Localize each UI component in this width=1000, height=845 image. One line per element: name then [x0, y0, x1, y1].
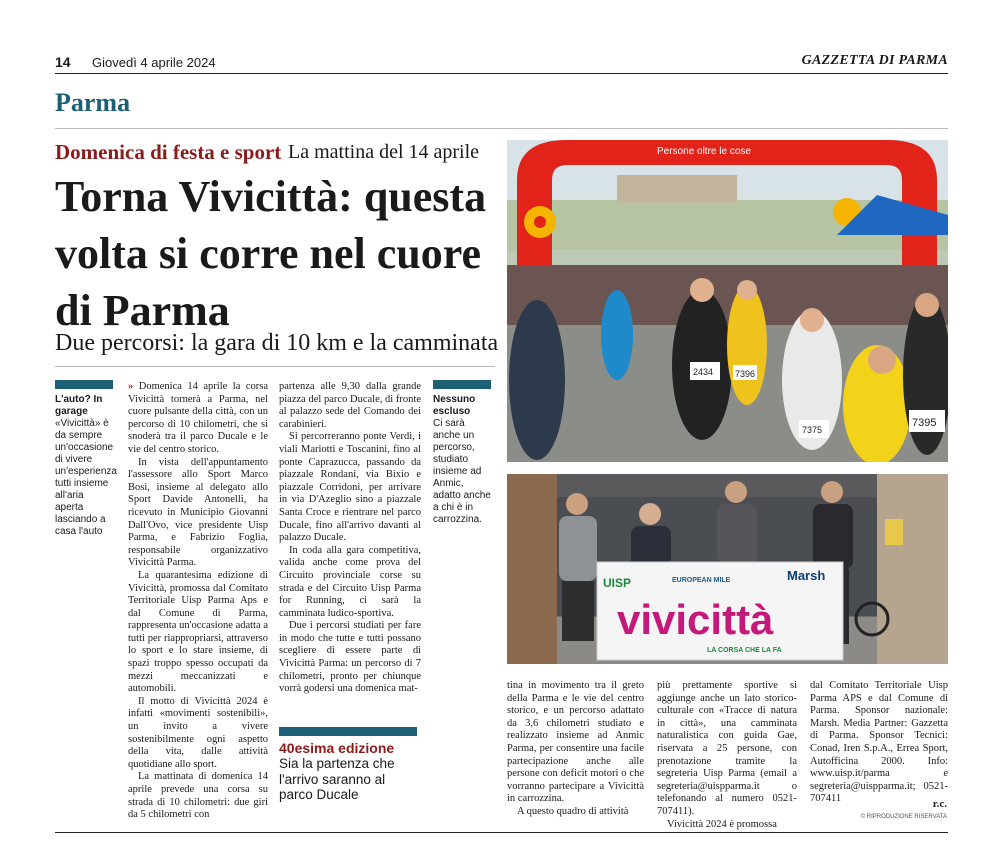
paragraph-mark: » [128, 381, 134, 392]
bib-number: 7395 [912, 417, 937, 429]
kicker-sub: La mattina del 14 aprile [288, 141, 480, 163]
side-box-text: Ci sarà anche un percorso, studiato insieme ad Anmic, adatto anche a chi è in carrozzina. [433, 418, 491, 525]
page-number: 14 [55, 54, 71, 70]
edition-box-heading: 40esima edizione [279, 740, 395, 756]
section-title: Parma [55, 88, 131, 117]
edition-box-text: Sia la partenza che l'arrivo saranno al parco Ducale [279, 756, 395, 802]
article-column-5 [810, 680, 948, 806]
paragraph: dal Comitato Territoriale Uisp Parma APS e dal Comune di Parma. Sponsor nazionale: Marsh. Media Partner: Gazzetta di Parma. Sponsor Tecnici: Conad, Iren S.p.A., Errea Sport, Autofficina 2000. Info: www.uisp.it/parma e segreteria@uispparma.it; 0521-707411 [810, 680, 948, 805]
paragraph: Si percorreranno ponte Verdi, i viali Mariotti e Toscanini, fino al ponte Caprazucca, passando da piazzale Rondani, via Bixio e piazzale Corridoni, per arrivare in via D'Azeglio sino a piazzale Santa Croce e rientrare nel parco Ducale, fino all'arrivo davanti al palazzo Ducale. [279, 431, 421, 544]
race-photo-illustration [507, 140, 948, 462]
footer-rule [55, 832, 948, 833]
author-signature: r.c. [932, 798, 947, 810]
paragraph: tina in movimento tra il greto della Parma e le vie del centro storico, e un percorso adattato da 3,6 chilometri studiato e realizzato insieme ad Anmic Parma, per consentire una facile partecipazione anche alle persone con deficit motori o che vorranno partecipare a Vivicittà in carrozzina. [507, 680, 644, 805]
paragraph: In vista dell'appuntamento l'assessore allo Sport Marco Bosi, insieme al delegato allo Sport Davide Antonelli, ha ricevuto in Municipio Giovanni Dall'Ovo, vice presidente Uisp Parma, e Fabrizio Foglia, responsabile organizzativo Vivicittà Parma. [128, 456, 268, 569]
rights-notice: © RIPRODUZIONE RISERVATA [860, 814, 947, 820]
header-rule [55, 73, 948, 74]
presentation-illustration [507, 474, 948, 664]
article-subtitle: Due percorsi: la gara di 10 km e la camminata [55, 330, 499, 356]
article-column-1 [128, 381, 268, 822]
edition-box-bar [279, 727, 417, 736]
paragraph: Due i percorsi studiati per fare in modo che tutte e tutti possano scegliere di essere parte di Vivicittà Parma: un percorso di 7 chilometri, pronto per chiunque vorrà godersi una domenica mat- [279, 620, 421, 695]
race-photo [507, 140, 948, 462]
paragraph: La quarantesima edizione di Vivicittà, promossa dal Comitato Territoriale Uisp Parma Aps e dal Comune di Parma, rappresenta un'occasione adatta a tutti per riappropriarsi, attraverso lo sport e lo stare insieme, di spazi troppo spesso occupati da mezzi meccanizzati e automobili. [128, 569, 268, 695]
paragraph: In coda alla gara competitiva, valida anche come prova del Circuito provinciale corse su strada e del Circuito Uisp Parma for Running, ci sarà la camminata ludico-sportiva. [279, 544, 421, 619]
arch-text: Persone oltre le cose [657, 146, 751, 157]
banner-tagline: LA CORSA CHE LA FA [707, 647, 782, 654]
newspaper-name: GAZZETTA DI PARMA [801, 53, 948, 68]
banner-wordmark: vivicittà [617, 596, 774, 643]
paragraph: La mattinata di domenica 14 aprile prevede una corsa su strada di 10 chilometri: due giri da 5 chilometri con [128, 771, 268, 821]
side-box-bar [433, 380, 491, 389]
paragraph: A questo quadro di attività [517, 805, 629, 817]
bib-number: 7396 [735, 369, 756, 379]
kicker: Domenica di festa e sport [55, 140, 282, 164]
side-box-inclusion [433, 380, 491, 526]
side-box-bar [55, 380, 113, 389]
european-mile-logo: EUROPEAN MILE [672, 577, 731, 584]
side-box-text: «Vivicittà» è da sempre un'occasione di vivere un'esperienza tutti insieme all'aria aperta lasciando a casa l'auto [55, 418, 117, 537]
side-box-heading: L'auto? In garage [55, 394, 103, 417]
presentation-photo [507, 474, 948, 664]
section-rule [55, 128, 948, 129]
article-column-4 [657, 680, 797, 831]
side-box-car [55, 380, 117, 538]
bib-number: 2434 [693, 367, 714, 377]
article-title: Torna Vivicittà: questa volta si corre nel cuore di Parma [55, 172, 487, 335]
issue-date: Giovedì 4 aprile 2024 [92, 55, 216, 70]
edition-box [279, 727, 417, 803]
paragraph: Il motto di Vivicittà 2024 è infatti «movimenti sostenibili», un invito a vivere sostenibilmente ogni aspetto della vita, dalle attività quotidiane allo sport. [128, 695, 268, 770]
bib-number: 7375 [802, 425, 823, 435]
vivicitta-banner [597, 562, 843, 660]
article-column-3 [507, 680, 644, 819]
uisp-logo: UISP [603, 576, 632, 590]
article-column-2 [279, 381, 421, 696]
paragraph: » Domenica 14 aprile la corsa Vivicittà tornerà a Parma, nel cuore pulsante della città, con un percorso di 10 chilometri, che si snoderà tra il parco Ducale e le vie del centro storico. [128, 381, 268, 455]
paragraph: Vivicittà 2024 è promossa [667, 818, 777, 830]
subtitle-rule [55, 366, 495, 367]
bicycle-wheel [856, 603, 888, 635]
paragraph: partenza alle 9,30 dalla grande piazza del parco Ducale, di fronte al palazzo sede del Comando dei carabinieri. [279, 381, 421, 430]
info-sign [885, 519, 903, 545]
sponsor-logo: Marsh [787, 568, 826, 583]
side-box-heading: Nessuno escluso [433, 394, 476, 417]
paragraph: più prettamente sportive si aggiunge anche un lato storico-culturale con «Tracce di natura in città», una camminata naturalistica con guida Gae, riservata a 25 persone, con prenotazione tramite la segreteria Uisp Parma (email a segreteria@uispparma.it o telefonando al numero 0521-707411). [657, 680, 797, 817]
